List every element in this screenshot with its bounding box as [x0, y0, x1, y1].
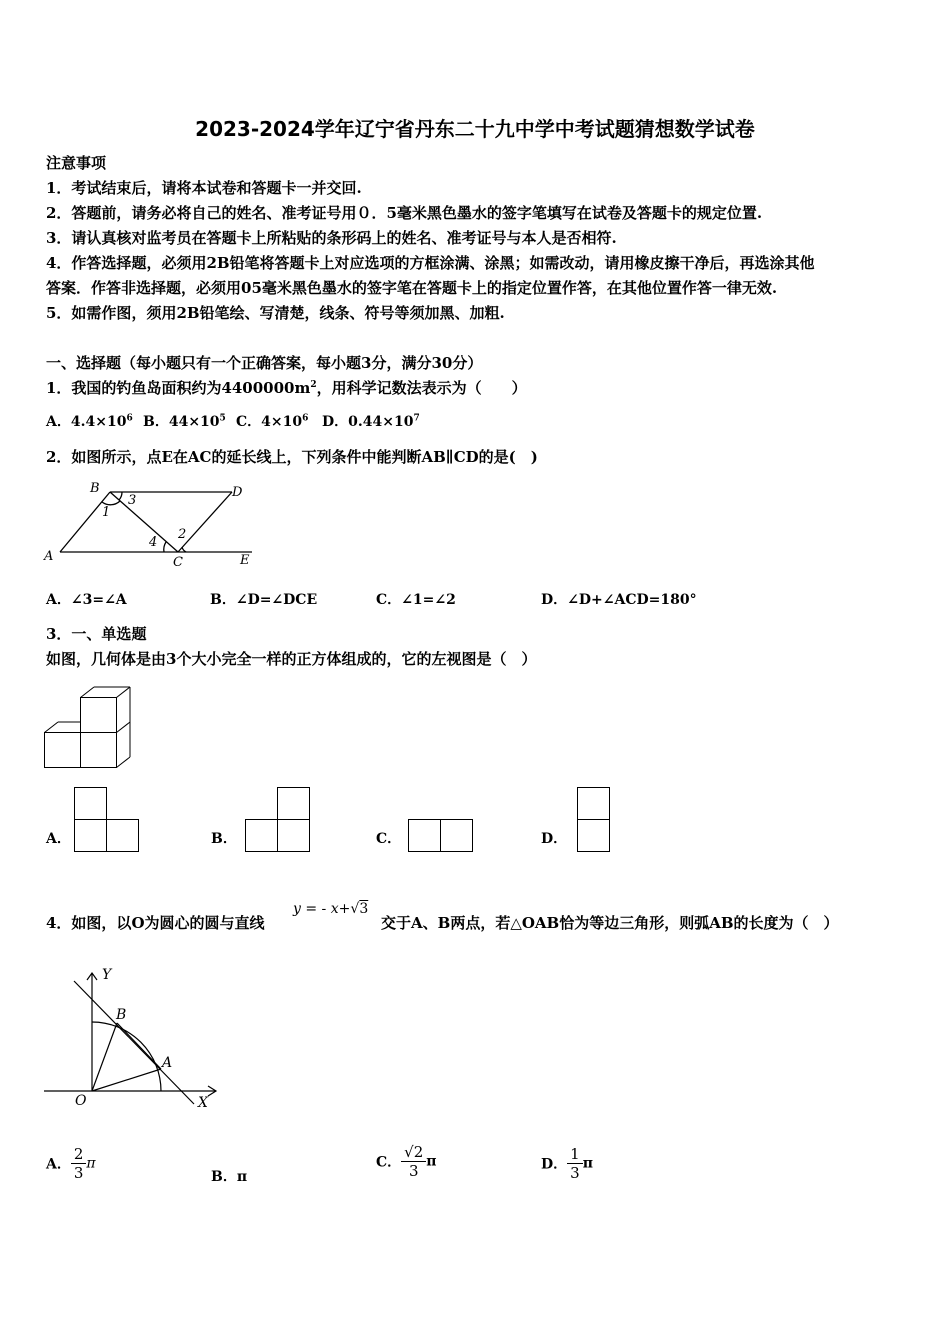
- q2-figure: [40, 480, 270, 575]
- q1-option-d: D．$0.44\times 10^7$: [322, 413, 420, 430]
- notice-item-1: 1．考试结束后，请将本试卷和答题卡一并交回.: [46, 179, 362, 197]
- notice-item-4: 4．作答选择题，必须用2B铅笔将答题卡上对应选项的方框涂满、涂黑；如需改动，请用橡皮擦干净后，再选涂其他: [46, 254, 815, 272]
- q4-option-b: B．π: [211, 1169, 248, 1185]
- q3-option-a-figure: [74, 787, 140, 853]
- q3-option-d-figure: [577, 787, 611, 853]
- q3-option-c-figure: [408, 819, 474, 853]
- q3-option-b: B．: [211, 831, 237, 847]
- q2-angle-4: 4: [149, 535, 158, 550]
- q4-figure: [44, 963, 224, 1113]
- q3-option-b-figure: [245, 787, 311, 853]
- notice-item-5: 5．如需作图，须用2B铅笔绘、写清楚，线条、符号等须加黑、加粗.: [46, 304, 505, 322]
- notice-item-2: 2．答题前，请务必将自己的姓名、准考证号用０．5毫米黑色墨水的签字笔填写在试卷及答题卡的规定位置.: [46, 204, 763, 222]
- notice-item-3: 3．请认真核对监考员在答题卡上所粘贴的条形码上的姓名、准考证号与本人是否相符.: [46, 229, 617, 247]
- q2-stem: 2．如图所示，点E在AC的延长线上，下列条件中能判断AB∥CD的是( ): [46, 448, 538, 466]
- q3-header: 3．一、单选题: [46, 625, 147, 643]
- q4-stem-b: 交于A、B两点，若△OAB恰为等边三角形，则弧AB的长度为（ ）: [381, 914, 839, 932]
- q2-label-e: E: [240, 553, 250, 568]
- q1-option-a: A．$4.4\times 10^6$: [46, 413, 133, 430]
- q2-angle-2: 2: [178, 527, 187, 542]
- q2-label-b: B: [90, 481, 100, 496]
- q2-label-d: D: [232, 485, 243, 500]
- q4-option-c: C． $\frac{√2}{3}$ π: [376, 1143, 437, 1180]
- q2-angle-1: 1: [102, 505, 111, 520]
- q1-option-b: B．$44\times 10^5$: [143, 413, 226, 430]
- q3-stem: 如图，几何体是由3个大小完全一样的正方体组成的，它的左视图是（ ）: [46, 650, 537, 668]
- q4-label-x: X: [198, 1095, 208, 1111]
- q4-line-formula: y = - x+√3: [293, 901, 369, 917]
- q2-label-c: C: [173, 555, 183, 570]
- notice-heading: 注意事项: [46, 154, 107, 172]
- q2-label-a: A: [44, 549, 54, 564]
- q3-option-d: D．: [541, 831, 568, 847]
- q4-label-y: Y: [102, 967, 112, 983]
- q3-option-c: C．: [376, 831, 402, 847]
- page-title: 2023-2024学年辽宁省丹东二十九中学中考试题猜想数学试卷: [195, 117, 755, 141]
- notice-item-4-cont: 答案．作答非选择题，必须用05毫米黑色墨水的签字笔在答题卡上的指定位置作答，在其他位置作答一律无效.: [46, 279, 778, 297]
- q4-label-o: O: [75, 1093, 87, 1109]
- q4-label-b: B: [116, 1007, 127, 1023]
- q3-option-a: A．: [46, 831, 71, 847]
- q1-option-c: C．$4\times 10^6$: [236, 413, 309, 430]
- q1-stem: 1．我国的钓鱼岛面积约为$4400000m^2$，用科学记数法表示为（ ）: [46, 379, 527, 397]
- q3-solid-figure: [44, 686, 136, 772]
- q4-label-a: A: [162, 1055, 173, 1071]
- q2-option-d: D．∠D+∠ACD=180°: [541, 592, 697, 608]
- q2-angle-3: 3: [128, 493, 137, 508]
- q2-option-c: C．∠1=∠2: [376, 592, 456, 608]
- q4-stem-a: 4．如图，以O为圆心的圆与直线: [46, 914, 265, 932]
- q4-option-d: D． $\frac{1}{3}$ π: [541, 1145, 593, 1182]
- q2-option-b: B．∠D=∠DCE: [210, 592, 318, 608]
- q2-option-a: A．∠3=∠A: [46, 592, 127, 608]
- q4-option-a: A． $\frac{2}{3}$ π: [46, 1145, 96, 1182]
- section-heading: 一、选择题（每小题只有一个正确答案，每小题3分，满分30分）: [46, 354, 483, 372]
